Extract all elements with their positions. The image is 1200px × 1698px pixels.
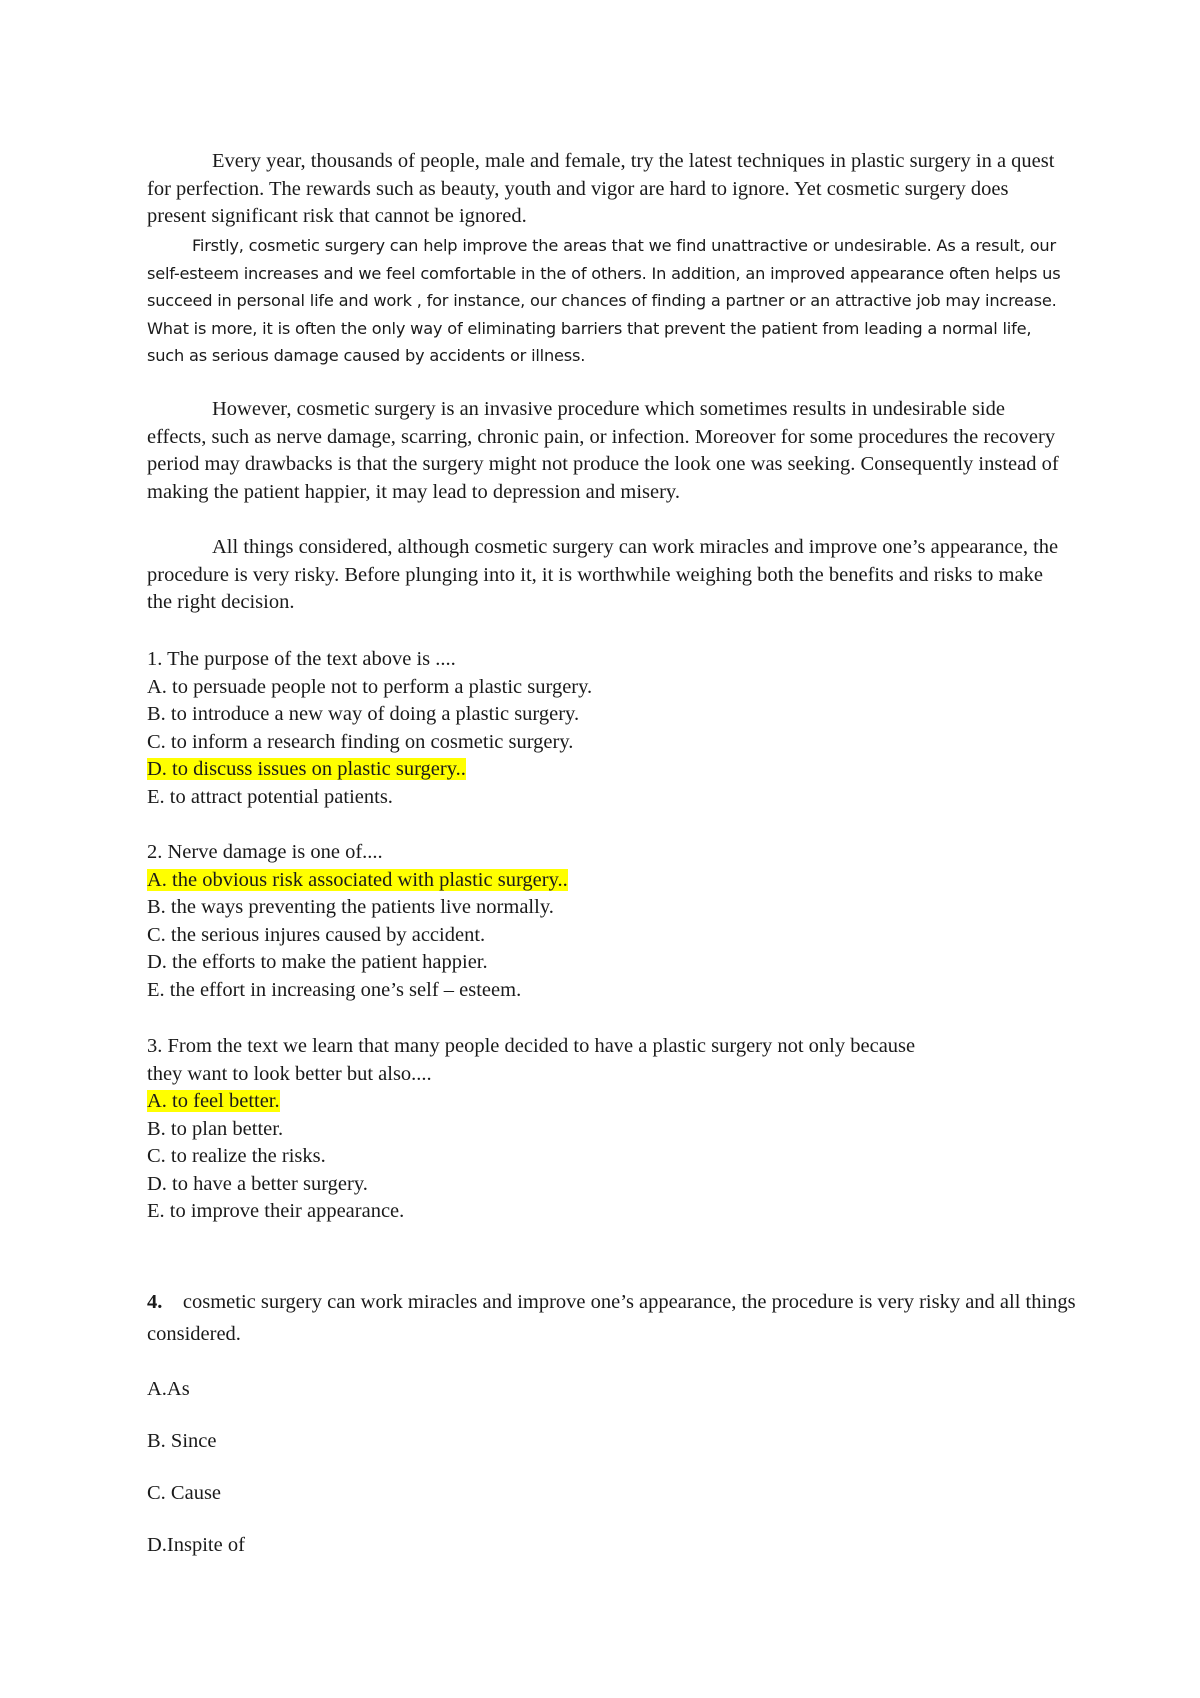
question-4-option-a: A.As	[147, 1378, 190, 1400]
passage-paragraph-3: However, cosmetic surgery is an invasive procedure which sometimes results in undesirable side effects, such as nerve damage, scarring, chronic pain, or infection. Moreover for some procedures the recovery period may drawbacks is that the surgery might not produce the look one was seeking. Consequently instead of making the patient happier, it may lead to depression and misery.	[147, 398, 1059, 503]
answer-highlight: A. the obvious risk associated with plastic surgery..	[147, 868, 568, 891]
question-3-option-c: C. to realize the risks.	[147, 1145, 326, 1167]
question-4-option-b: B. Since	[147, 1430, 217, 1452]
question-1-option-b: B. to introduce a new way of doing a plastic surgery.	[147, 703, 580, 725]
question-2-option-d: D. the efforts to make the patient happier.	[147, 951, 488, 973]
question-2-option-e: E. the effort in increasing one’s self – esteem.	[147, 978, 522, 1001]
answer-highlight: A. to feel better.	[147, 1090, 280, 1112]
question-2-option-c: C. the serious injures caused by accident.	[147, 923, 486, 946]
question-4-text: cosmetic surgery can work miracles and improve one’s appearance, the procedure is very risky and all things considered.	[147, 1291, 1076, 1345]
question-3-option-b: B. to plan better.	[147, 1117, 284, 1140]
question-1-option-d	[147, 756, 1087, 784]
question-1-option-e: E. to attract potential patients.	[147, 785, 393, 808]
passage-paragraph-1: Every year, thousands of people, male and female, try the latest techniques in plastic surgery in a quest for perfection. The rewards such as beauty, youth and vigor are hard to ignore. Yet cosmetic surgery does present significant risk that cannot be ignored.	[147, 150, 1055, 227]
question-1	[147, 646, 1087, 811]
question-3-stem-line-1: 3. From the text we learn that many people decided to have a plastic surgery not only because	[147, 1035, 916, 1057]
question-4-stem	[147, 1286, 1087, 1350]
question-4-number: 4.	[147, 1291, 163, 1313]
question-1-option-c: C. to inform a research finding on cosmetic surgery.	[147, 730, 574, 753]
answer-highlight: D. to discuss issues on plastic surgery..	[147, 758, 466, 780]
question-4-option-c: C. Cause	[147, 1482, 222, 1504]
question-2	[147, 839, 1087, 1004]
question-2-option-b: B. the ways preventing the patients live normally.	[147, 896, 554, 918]
question-3	[147, 1033, 1087, 1226]
question-1-stem: 1. The purpose of the text above is ....	[147, 648, 456, 670]
passage-paragraph-2: Firstly, cosmetic surgery can help improve the areas that we find unattractive or undesirable. As a result, our self-esteem increases and we feel comfortable in the of others. In addition, an improved appearance often helps us succeed in personal life and work , for instance, our chances of finding a partner or an attractive job may increase. What is more, it is often the only way of eliminating barriers that prevent the patient from leading a normal life, such as serious damage caused by accidents or illness.	[147, 236, 1061, 365]
question-3-stem-line-2: they want to look better but also....	[147, 1062, 432, 1085]
passage-paragraph-4: All things considered, although cosmetic surgery can work miracles and improve one’s appearance, the procedure is very risky. Before plunging into it, it is worthwhile weighing both the benefits and risks to make the right decision.	[147, 536, 1059, 613]
question-4-option-d: D.Inspite of	[147, 1534, 245, 1556]
question-3-option-d: D. to have a better surgery.	[147, 1172, 368, 1195]
question-3-option-a	[147, 1088, 1087, 1116]
question-2-stem: 2. Nerve damage is one of....	[147, 841, 383, 863]
question-3-option-e: E. to improve their appearance.	[147, 1200, 405, 1222]
question-2-option-a	[147, 867, 1087, 895]
question-1-option-a: A. to persuade people not to perform a plastic surgery.	[147, 675, 593, 698]
